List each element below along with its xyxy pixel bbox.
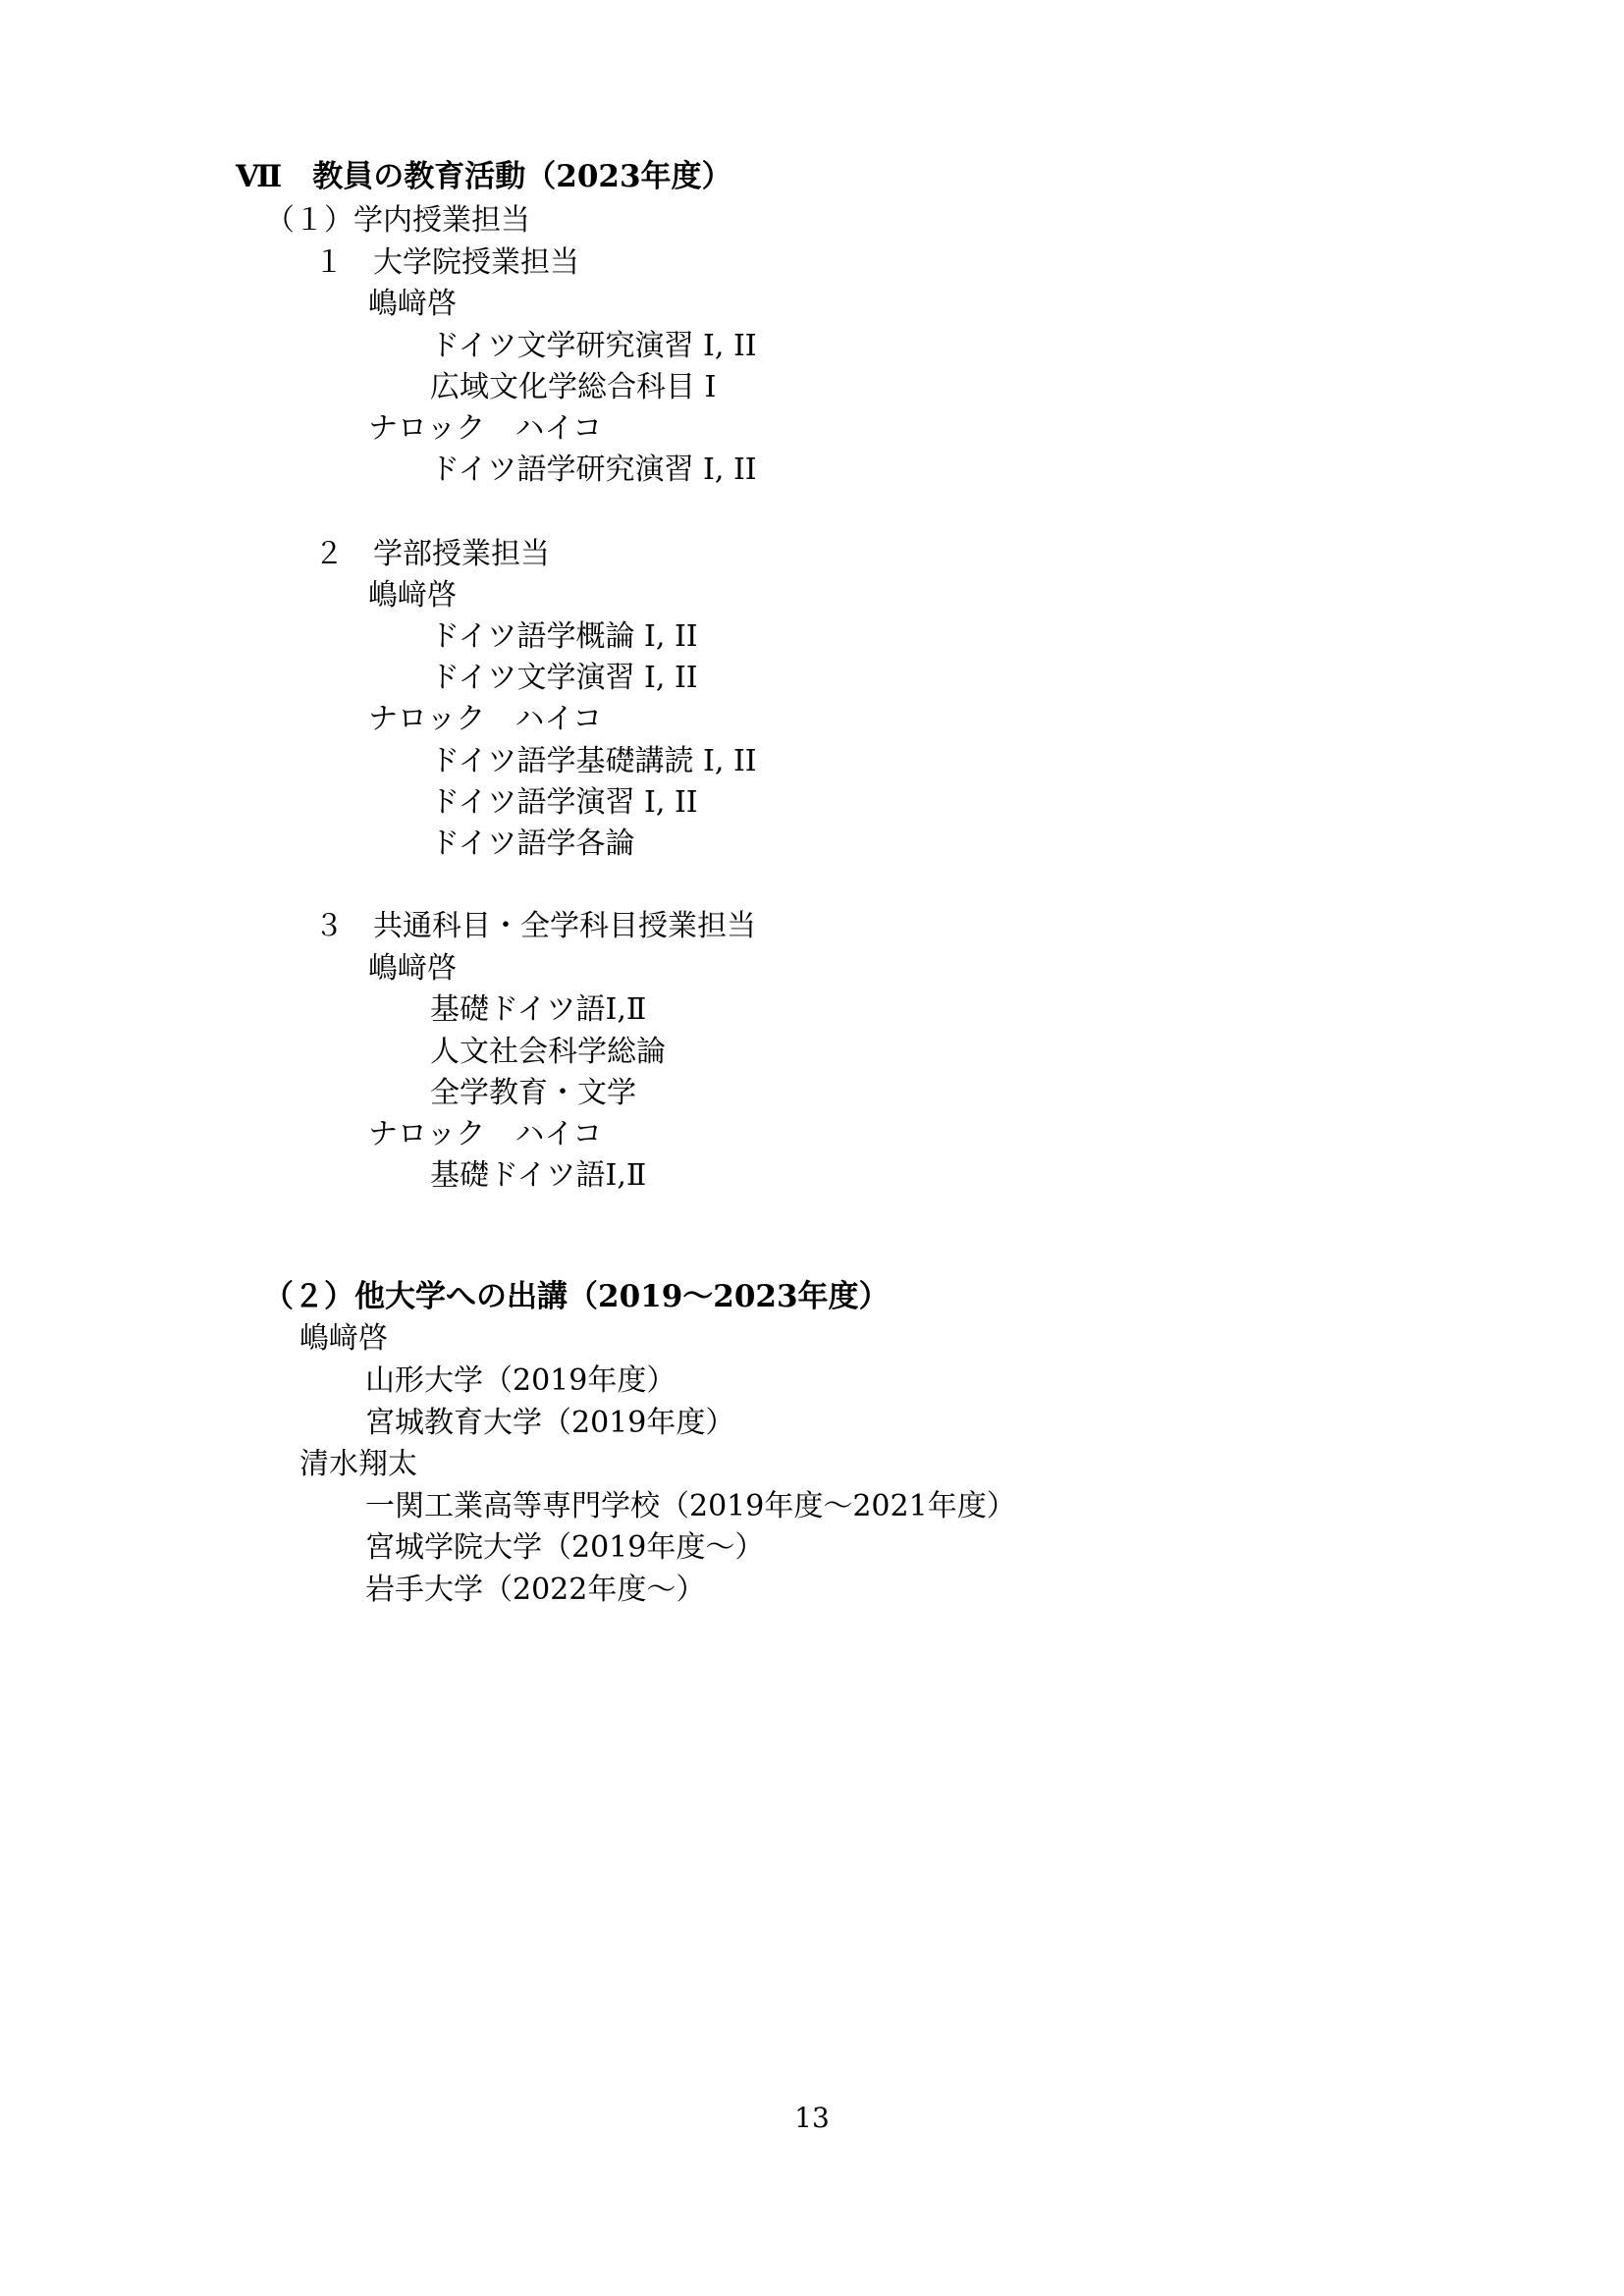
teacher-name: ナロック ハイコ — [368, 702, 603, 736]
teacher-name: 嶋﨑啓 — [299, 1321, 388, 1356]
subsection-heading-2: （２）他大学への出講（2019～2023年度） — [263, 1279, 890, 1314]
teacher-name: 嶋﨑啓 — [368, 578, 457, 613]
teacher-name: ナロック ハイコ — [368, 1117, 603, 1151]
lecture-entry: 宮城教育大学（2019年度） — [365, 1406, 735, 1440]
course-item: ドイツ文学研究演習 I, II — [430, 329, 757, 363]
course-item: ドイツ語学基礎講読 I, II — [430, 744, 757, 778]
lecture-entry: 山形大学（2019年度） — [365, 1363, 677, 1398]
course-item: 基礎ドイツ語Ⅰ,Ⅱ — [430, 992, 647, 1027]
page-number: 13 — [794, 2102, 830, 2134]
teacher-name: ナロック ハイコ — [368, 411, 603, 446]
lecture-entry: 岩手大学（2022年度～） — [365, 1573, 706, 1607]
section-title: Ⅶ 教員の教育活動（2023年度） — [236, 159, 732, 194]
lecture-entry: 宮城学院大学（2019年度～） — [365, 1530, 765, 1565]
item-heading-undergraduate: ２ 学部授業担当 — [314, 537, 550, 571]
course-item: 基礎ドイツ語Ⅰ,Ⅱ — [430, 1158, 647, 1193]
teacher-name: 嶋﨑啓 — [368, 951, 457, 986]
item-heading-common: ３ 共通科目・全学科目授業担当 — [314, 909, 756, 943]
teacher-name: 清水翔太 — [299, 1447, 417, 1481]
course-item: ドイツ語学演習 I, II — [430, 785, 698, 820]
course-item: ドイツ語学研究演習 I, II — [430, 453, 757, 487]
course-item: ドイツ語学各論 — [430, 827, 635, 861]
course-item: 広域文化学総合科目 I — [430, 370, 717, 404]
course-item: ドイツ語学概論 I, II — [430, 619, 698, 654]
item-heading-graduate: １ 大学院授業担当 — [314, 245, 579, 280]
teacher-name: 嶋﨑啓 — [368, 287, 457, 321]
lecture-entry: 一関工業高等専門学校（2019年度～2021年度） — [365, 1489, 1016, 1523]
course-item: ドイツ文学演習 I, II — [430, 661, 698, 695]
course-item: 人文社会科学総論 — [430, 1035, 666, 1069]
subsection-heading-1: （１）学内授業担当 — [265, 203, 530, 238]
course-item: 全学教育・文学 — [430, 1076, 636, 1110]
